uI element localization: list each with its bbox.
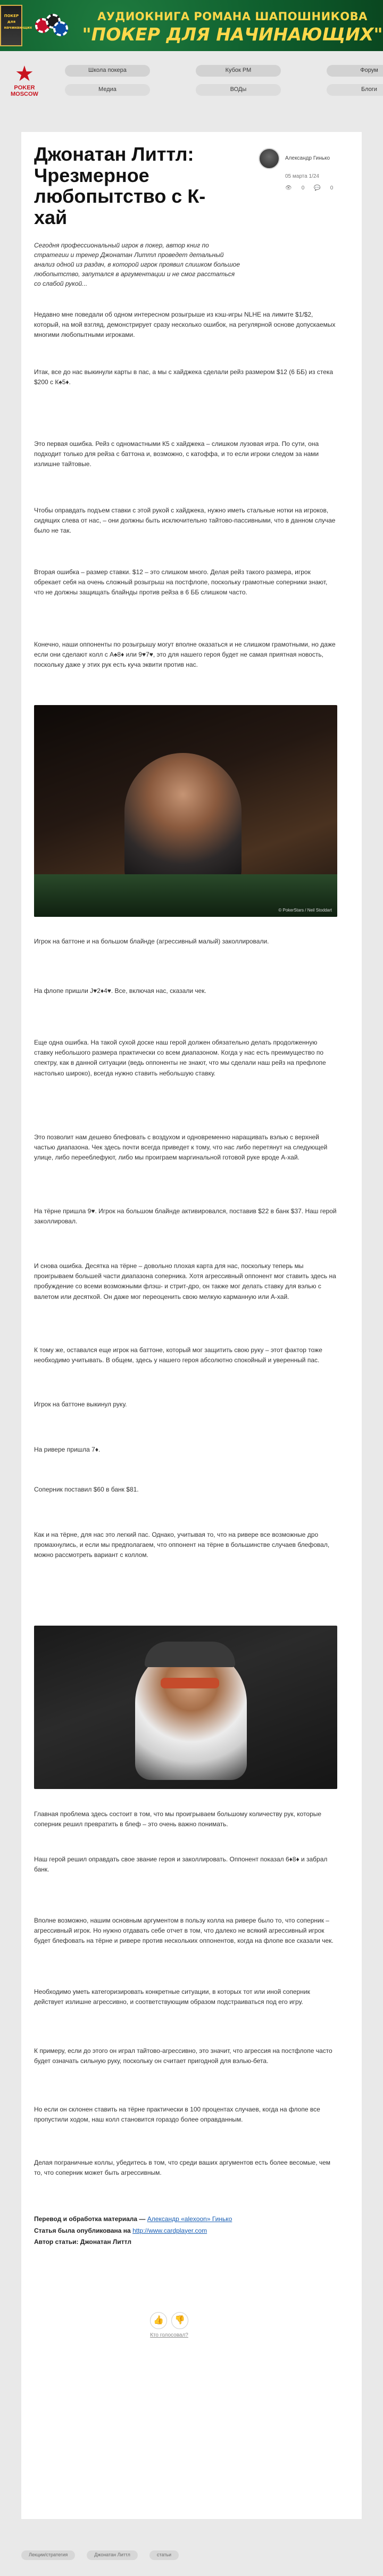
tag-articles[interactable]: статьи [149,2550,179,2560]
credits-label: Автор статьи: Джонатан Литтл [34,2238,131,2246]
article-header [34,144,349,228]
paragraph: Соперник поставил $60 в банк $81. [34,1486,139,1493]
player-glasses [161,1678,219,1688]
article-photo-2 [34,1626,337,1789]
paragraph: Делая пограничные коллы, убедитесь в том, что среди ваших аргументов есть более весомые, чем то, что соперник может быть агрессивным. [34,2159,331,2177]
paragraph: Игрок на баттоне выкинул руку. [34,1401,127,1408]
paragraph: Итак, все до нас выкинули карты в пас, а мы с хайджека сделали рейз размером $12 (6 ББ) из стека $200 с К♠5♦. [34,368,334,386]
author-box [259,144,349,228]
site-header [0,51,383,110]
paragraph: Но если он склонен ставить на тёрне практически в 100 процентах случаев, когда на флопе все пропустили ходом, наш колл становится гораздо более оправданным. [34,2106,320,2124]
tag-list [21,2550,362,2560]
poker-chips-image [35,14,68,37]
who-voted-link[interactable]: Кто голосовал? [150,2332,188,2338]
book-cover-text: ПОКЕР для начинающих [4,14,32,30]
author-name[interactable]: Александр Гинько [285,155,330,162]
banner-headline-2: "ПОКЕР ДЛЯ НАЧИНАЮЩИХ" [82,23,383,45]
banner-headline-1: АУДИОКНИГА РОМАНА ШАПОШНИКОВА [97,10,368,23]
paragraph: Конечно, наши оппоненты по розыгрышу могут вполне оказаться и не слишком грамотными, но даже если они сделают колл с А♠8♦ или 9♥7♥, это для нашего героя будет не самая приятная новость, поскольку даже у этих рук есть куча эквити против нас. [34,641,336,669]
paragraph: К примеру, если до этого он играл тайтово-агрессивно, это значит, что агрессия на постфлопе часто будет означать сильную руку, поскольку он считает пригодной для вэлью-бета. [34,2047,332,2065]
player-hat [145,1642,235,1667]
paragraph: На тёрне пришла 9♥. Игрок на большом блайнде активировался, поставив $22 в банк $37. Наш герой заколлировал. [34,1207,337,1225]
avatar[interactable] [259,148,280,169]
paragraph: Игрок на баттоне и на большом блайнде (агрессивный малый) заколлировали. [34,938,269,945]
paragraph: Это первая ошибка. Рейз с одномастными К5 с хайджека – слишком лузовая игра. По сути, она подходит только для рейза с баттона и, возможно, с катоффа, и то если игроки следом за нами излишне тайтовые. [34,440,319,468]
article-lead: Сегодня профессиональный игрок в покер, автор книг по стратегии и тренер Джонатан Литтл проведет детальный анализ одной из раздач, в которой игрок проявил слишком большое любопытство, запутался в аргументации и не смог расстаться со слабой рукой... [34,242,240,288]
paragraph: И снова ошибка. Десятка на тёрне – довольно плохая карта для нас, поскольку теперь мы проигрываем большей части диапазона соперника. Хотя агрессивный оппонент мог ставить здесь на пробуждение со всеми возможными флэш- и стрит-дро, он также мог делать ставку для вэлью с валетом или десяткой. Он даже мог переоценить свою мелкую карманную или А-хай. [34,1262,336,1301]
paragraph: Чтобы оправдать подъем ставки с этой рукой с хайджека, нужно иметь стальные нотки на игроков, сидящих слева от нас, – они должны быть исключительно тайтово-пассивными, что в данном случае было не так. [34,507,336,535]
player-figure [124,753,242,891]
comments-count[interactable]: 0 [330,185,334,191]
blue-chip [53,21,68,36]
nav-item-school[interactable]: Школа покера [65,65,150,77]
paragraph: На ривере пришла 7♦. [34,1446,101,1453]
translator-link[interactable]: Александр «alexoon» Гинько [147,2215,232,2223]
paragraph: Необходимо уметь категоризировать конкретные ситуации, в которых тот или иной соперник действует излишне агрессивно, и соответствующим образом подстраиваться под его игру. [34,1988,310,2006]
article-date: 05 марта 1/24 [285,173,319,179]
nav-item-media[interactable]: Медиа [65,84,150,96]
photo-caption: © PokerStars / Neil Stoddart [278,907,332,913]
rating-widget [137,2312,201,2340]
paragraph: Как и на тёрне, для нас это легкий пас. Однако, учитывая то, что на ривере все возможные дро промахнулись, и если мы предполагаем, что оппонент на тёрне в большинстве случаев блефовал, можно рассмотреть вариант с коллом. [34,1531,330,1559]
nav-item-vod[interactable]: ВОДы [196,84,281,96]
eye-icon: 👁 [285,185,292,191]
credits-line-translation [34,2214,337,2225]
source-link[interactable]: http://www.cardplayer.com [132,2226,207,2234]
book-cover-image [0,5,32,46]
article-stats [285,184,349,193]
main-nav [65,65,383,96]
article-photo-1 [34,705,337,917]
promo-banner[interactable] [0,0,383,51]
comment-icon[interactable]: 💬 [314,185,321,191]
article-credits [34,2214,337,2248]
paragraph: Вполне возможно, нашим основным аргументом в пользу колла на ривере было то, что соперник – агрессивный игрок. Но нужно отдавать себе отчет в том, что далеко не всякий агрессивный игрок будет блефовать на тёрне и ривере против нескольких оппонентов, когда на флопе все сказали чек. [34,1917,334,1945]
paragraph: Это позволит нам дешево блефовать с воздухом и одновременно наращивать вэлью с верхней частью диапазона. Чек здесь почти всегда приведет к тому, что нас либо перетянут на следующей улице, либо перееблефуют, либо мы проиграем маргинальной готовой руке вроде А-хай. [34,1133,328,1162]
author-line[interactable] [259,148,349,169]
logo-text-1: POKER [14,84,35,91]
credits-line-source [34,2225,337,2237]
thumbs-up-icon[interactable]: 👍 [150,2312,167,2329]
paragraph: К тому же, оставался еще игрок на баттоне, который мог защитить свою руку – этот фактор тоже необходимо учитывать. В общем, здесь у нашего героя абсолютно спокойный и уверенный пас. [34,1346,322,1364]
site-logo[interactable] [11,63,38,97]
tag-strategy[interactable]: Лекции/стратегия [21,2550,75,2560]
credits-line-author [34,2237,337,2248]
logo-text-2: MOSCOW [11,91,38,97]
tag-author[interactable]: Джонатан Литтл [87,2550,138,2560]
star-icon: ★ [15,62,34,86]
paragraph: Главная проблема здесь состоит в том, что мы проигрываем большому количеству рук, которые соперник решил превратить в блеф – это очень важно понимать. [34,1810,322,1828]
nav-item-cup[interactable]: Кубок РМ [196,65,281,77]
paragraph: Вторая ошибка – размер ставки. $12 – это слишком много. Делая рейз такого размера, игрок обрекает себя на очень сложный розыгрыш на постфлопе, поскольку грамотные соперники знают, что не должны защищать блайнды против рейза в 6 ББ слишком часто. [34,568,328,597]
paragraph: Еще одна ошибка. На такой сухой доске наш герой должен обязательно делать продолженную ставку небольшого размера практически со всем диапазоном. Когда у нас есть преимущество по спектру, как в данной ситуации (ведь оппоненты не знают, что мы сделали наш рейз на префлопе настолько широко), всегда нужно ставить небольшую ставку. [34,1039,326,1077]
thumbs-down-icon[interactable]: 👎 [171,2312,188,2329]
paragraph: Недавно мне поведали об одном интересном розыгрыше из кэш-игры NLHE на лимите $1/$2, который, на мой взгляд, демонстрирует сразу несколько ошибок, на регулярной основе допускаемых многими любопытными игроками. [34,311,336,339]
nav-item-blogs[interactable]: Блоги [327,84,383,96]
views-count: 0 [301,185,305,191]
banner-text [82,8,382,43]
credits-label: Статья была опубликована на [34,2226,131,2234]
nav-item-forum[interactable]: Форум [327,65,383,77]
article-title: Джонатан Литтл: Чрезмерное любопытство с К-хай [34,143,206,228]
credits-label: Перевод и обработка материала — [34,2215,146,2223]
rating-buttons [137,2312,201,2329]
paragraph: Наш герой решил оправдать свое звание героя и заколлировать. Оппонент показал 6♦8♦ и забрал банк. [34,1856,328,1874]
paragraph: На флопе пришли J♥2♦4♥. Все, включая нас, сказали чек. [34,987,206,995]
